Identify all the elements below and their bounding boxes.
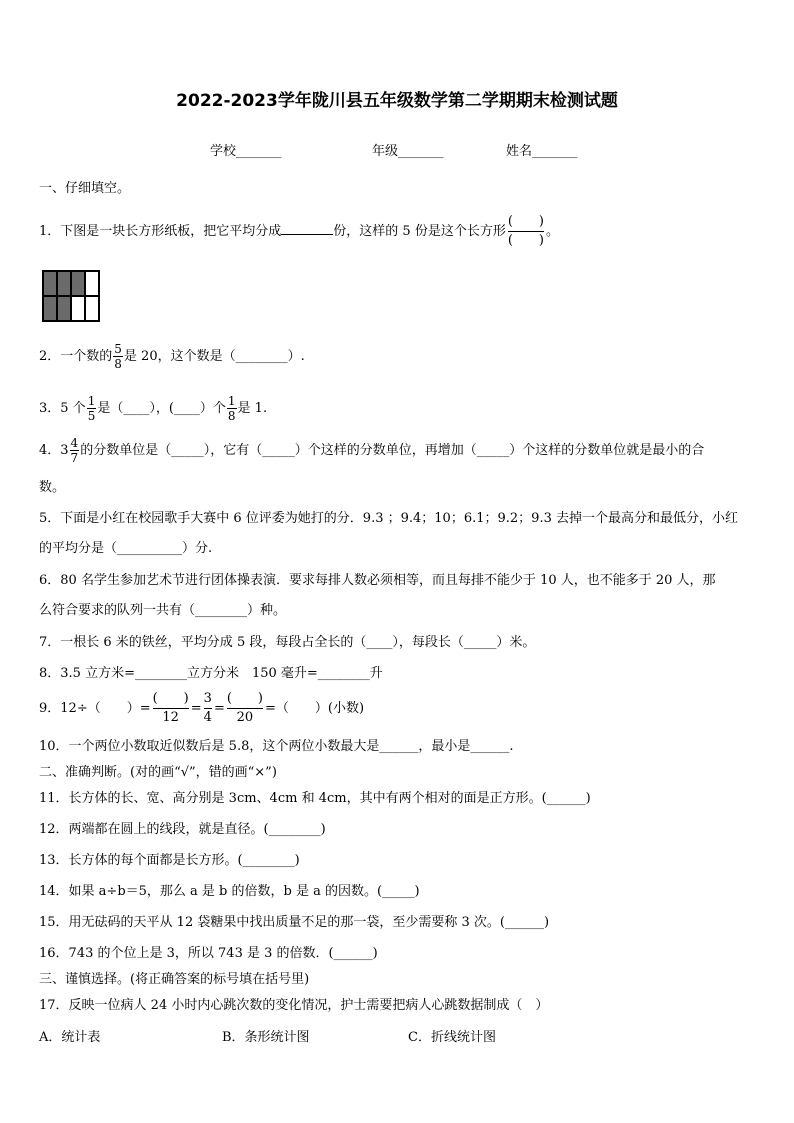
question-6: 6．80 名学生参加艺术节进行团体操表演．要求每排人数必须相等，而且每排不能少于 10 人，也不能多于 20 人，那 xyxy=(39,573,716,588)
grid-cell-shaded xyxy=(43,271,57,296)
grid-cell-empty xyxy=(85,271,99,296)
question-5: 5．下面是小红在校园歌手大赛中 6 位评委为她打的分．9.3 ；9.4；10；6.1；9.2；9.3 去掉一个最高分和最低分，小红 xyxy=(39,511,738,526)
fraction: $\frac{( )}{12}$ xyxy=(152,691,189,725)
question-15: 15．用无砝码的天平从 12 袋糖果中找出质量不足的那一袋，至少需要称 3 次。(______) xyxy=(39,915,550,930)
grid-cell-shaded xyxy=(71,271,85,296)
school-field: 学校_______ xyxy=(210,144,282,159)
fraction: $\frac{1}{5}$ xyxy=(87,394,96,423)
section-1-heading: 一、仔细填空。 xyxy=(39,181,131,196)
question-3: 3．5 个 $\frac{1}{5}$ 是（____），(____）个 $\frac{1}{8}$ 是 1. xyxy=(39,394,268,423)
question-6-cont: 么符合要求的队列一共有（________）种。 xyxy=(39,603,287,618)
question-14: 14．如果 a÷b＝5，那么 a 是 b 的倍数，b 是 a 的因数。(_____) xyxy=(39,884,420,899)
answer-blank xyxy=(281,222,333,235)
question-4: 4．3 $\frac{4}{7}$ 的分数单位是（_____），它有（_____）个这样的分数单位，再增加（_____）个这样的分数单位就是最小的合 xyxy=(39,436,705,465)
rectangle-grid-figure xyxy=(42,270,100,322)
grid-cell-empty xyxy=(71,296,85,321)
question-4-cont: 数。 xyxy=(39,480,66,495)
grid-cell-shaded xyxy=(43,296,57,321)
question-16: 16．743 的个位上是 3，所以 743 是 3 的倍数．(______) xyxy=(39,946,378,961)
fraction: $\frac{3}{4}$ xyxy=(203,691,212,725)
section-2-heading: 二、准确判断。(对的画“√”，错的画“×”) xyxy=(39,765,277,780)
question-13: 13．长方体的每个面都是长方形。(________) xyxy=(39,853,300,868)
question-11: 11．长方体的长、宽、高分别是 3cm、4cm 和 4cm，其中有两个相对的面是正方形。(______) xyxy=(39,791,591,806)
option-c: C．折线统计图 xyxy=(408,1030,496,1045)
fraction: $\frac{1}{8}$ xyxy=(227,394,236,423)
fraction: $\frac{( )}{( )}$ xyxy=(507,214,544,248)
fraction: $\frac{4}{7}$ xyxy=(70,436,79,465)
grid-cell-shaded xyxy=(57,296,71,321)
grade-field: 年级_______ xyxy=(372,144,444,159)
page-title: 2022-2023学年陇川县五年级数学第二学期期末检测试题 xyxy=(176,91,618,111)
question-7: 7．一根长 6 米的铁丝，平均分成 5 段，每段占全长的（____），每段长（_____）米。 xyxy=(39,635,536,650)
question-8: 8．3.5 立方米=________立方分米 150 毫升=________升 xyxy=(39,666,383,681)
option-b: B．条形统计图 xyxy=(222,1030,310,1045)
question-17: 17．反映一位病人 24 小时内心跳次数的变化情况，护士需要把病人心跳数据制成（ ） xyxy=(39,998,549,1013)
grid-cell-empty xyxy=(85,296,99,321)
question-9: 9．12÷（ ）= $\frac{( )}{12}$ = $\frac{3}{4}$ = $\frac{( )}{20}$ =（ ）(小数) xyxy=(39,691,365,725)
option-a: A．统计表 xyxy=(39,1030,101,1045)
question-1: 1．下图是一块长方形纸板，把它平均分成 份，这样的 5 份是这个长方形 $\frac{( )}{( )}$ 。 xyxy=(39,214,559,248)
question-10: 10．一个两位小数取近似数后是 5.8，这个两位小数最大是______，最小是______. xyxy=(39,739,514,754)
fraction: $\frac{( )}{20}$ xyxy=(226,691,264,725)
question-5-cont: 的平均分是（__________）分. xyxy=(39,541,213,556)
name-field: 姓名_______ xyxy=(506,144,578,159)
question-12: 12．两端都在圆上的线段，就是直径。(________) xyxy=(39,822,326,837)
question-2: 2．一个数的 $\frac{5}{8}$ 是 20，这个数是（________）. xyxy=(39,342,305,371)
grid-cell-shaded xyxy=(57,271,71,296)
section-3-heading: 三、谨慎选择。(将正确答案的标号填在括号里) xyxy=(39,972,310,987)
fraction: $\frac{5}{8}$ xyxy=(114,342,122,371)
